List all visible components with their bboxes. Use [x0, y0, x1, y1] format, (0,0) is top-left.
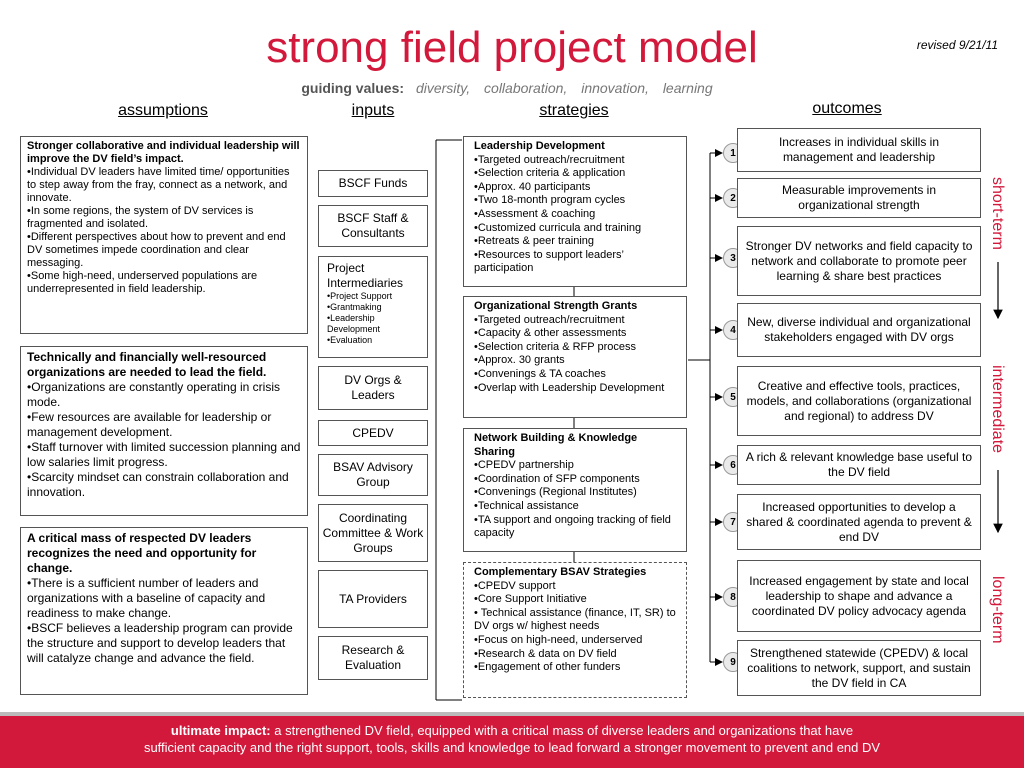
strategy-bullet: •CPEDV partnership	[474, 459, 574, 472]
outcome-box-8: Increased engagement by state and local leadership to shape and advance a coordinated DV policy advocacy agenda	[737, 560, 981, 632]
assumption-heading: A critical mass of respected DV leaders recognizes the need and opportunity for change.	[27, 531, 257, 575]
input-ta-providers: TA Providers	[318, 570, 428, 628]
assumption-bullet: •Organizations are constantly operating in crisis mode.	[27, 380, 280, 409]
outcome-box-9: Strengthened statewide (CPEDV) & local coalitions to network, support, and sustain the DV field in CA	[737, 640, 981, 696]
column-heading-outcomes: outcomes	[812, 100, 882, 117]
intermediaries-item: •Project Support	[327, 291, 393, 301]
strategy-bullet: •Targeted outreach/recruitment	[474, 153, 625, 166]
strategy-bullet: •Core Support Initiative	[474, 593, 587, 606]
strategy-bullet: •Selection criteria & RFP process	[474, 340, 636, 353]
outcome-box-4: New, diverse individual and organizational stakeholders engaged with DV orgs	[737, 303, 981, 357]
assumption-bullet: •Individual DV leaders have limited time/ opportunities to step away from the fray, connect as a network, and innovate.	[27, 166, 290, 204]
input-research-evaluation: Research & Evaluation	[318, 636, 428, 680]
strategy-bullet: •Research & data on DV field	[474, 647, 617, 660]
outcome-box-1: Increases in individual skills in management and leadership	[737, 128, 981, 172]
strategy-org-strength-grants	[463, 296, 687, 418]
assumption-bullet: •There is a sufficient number of leaders and organizations with a baseline of capacity and readiness to make change.	[27, 576, 266, 620]
assumption-bullet: •Some high-need, underserved populations are underrepresented in field leadership.	[27, 270, 258, 295]
column-heading-inputs: inputs	[351, 102, 395, 119]
outcome-number-2: 2	[723, 188, 743, 208]
assumption-bullet: •Few resources are available for leadership or management development.	[27, 410, 272, 439]
assumption-bullet: •Scarcity mindset can constrain collaboration and innovation.	[27, 470, 289, 499]
strategy-bullet: •Engagement of other funders	[474, 661, 621, 674]
input-bscf-staff: BSCF Staff & Consultants	[318, 205, 428, 247]
strategy-heading: Complementary BSAV Strategies	[474, 566, 647, 578]
strategy-bullet: •Convenings & TA coaches	[474, 367, 606, 380]
ultimate-impact-line-1: a strengthened DV field, equipped with a critical mass of diverse leaders and organizations that have	[274, 723, 854, 738]
timeline-long-term: long-term	[989, 576, 1006, 644]
input-bsav-advisory: BSAV Advisory Group	[318, 454, 428, 496]
outcome-number-4: 4	[723, 320, 743, 340]
intermediaries-item: •Grantmaking	[327, 302, 382, 312]
ultimate-impact-line-2: sufficient capacity and the right support, tools, skills and knowledge to lead forward a stronger movement to prevent and end DV	[143, 740, 881, 755]
intermediaries-item: •Leadership Development	[327, 313, 381, 334]
assumption-heading: Technically and financially well-resourced organizations are needed to lead the field.	[27, 350, 267, 379]
assumption-bullet: •In some regions, the system of DV services is fragmented and isolated.	[27, 205, 254, 230]
outcome-number-3: 3	[723, 248, 743, 268]
assumption-heading: Stronger collaborative and individual leadership will improve the DV field’s impact.	[27, 140, 300, 165]
revision-date: revised 9/21/11	[916, 38, 998, 52]
strategy-bullet: •Coordination of SFP components	[474, 472, 640, 485]
strategy-bullet: •Overlap with Leadership Development	[474, 381, 665, 394]
assumption-box-2	[20, 346, 308, 516]
value-item: innovation,	[581, 80, 649, 96]
outcome-box-2: Measurable improvements in organizational strength	[737, 178, 981, 218]
assumption-box-1	[20, 136, 308, 334]
input-cpedv: CPEDV	[318, 420, 428, 446]
outcome-number-5: 5	[723, 387, 743, 407]
ultimate-impact-banner	[0, 712, 1024, 768]
strategy-bullet: •Capacity & other assessments	[474, 327, 627, 340]
strategy-heading: Network Building & Knowledge Sharing	[474, 432, 638, 458]
strategy-heading: Leadership Development	[474, 140, 605, 152]
strategy-bullet: •Approx. 30 grants	[474, 354, 565, 367]
strategy-bullet: •Customized curricula and training	[474, 221, 642, 234]
page-title: strong field project model	[266, 23, 758, 72]
strategy-bullet: •Two 18-month program cycles	[474, 194, 626, 207]
timeline-short-term: short-term	[989, 176, 1006, 250]
strategy-heading: Organizational Strength Grants	[474, 300, 638, 312]
timeline-intermediate: intermediate	[989, 364, 1006, 454]
outcome-number-1: 1	[723, 143, 743, 163]
strategy-bullet: •Targeted outreach/recruitment	[474, 313, 625, 326]
guiding-values-label: guiding values:	[301, 80, 405, 96]
strategy-bullet: •CPEDV support	[474, 579, 556, 592]
value-item: diversity,	[415, 80, 471, 96]
outcome-number-6: 6	[723, 455, 743, 475]
strategy-bullet: •Retreats & peer training	[474, 235, 595, 248]
input-project-intermediaries	[318, 256, 428, 358]
ultimate-impact-label: ultimate impact:	[170, 723, 271, 738]
intermediaries-title: Project Intermediaries	[327, 261, 404, 290]
strategy-bullet: •Approx. 40 participants	[474, 180, 591, 193]
strategy-leadership-development	[463, 136, 687, 287]
strategy-network-building	[463, 428, 687, 552]
assumption-bullet: •BSCF believes a leadership program can provide the structure and support to develop leaders that will catalyze change and advance the field.	[27, 621, 293, 665]
outcome-number-7: 7	[723, 512, 743, 532]
input-dv-orgs: DV Orgs & Leaders	[318, 366, 428, 410]
outcome-box-7: Increased opportunities to develop a shared & coordinated agenda to prevent & end DV	[737, 494, 981, 550]
strategy-bullet: •Selection criteria & application	[474, 167, 626, 180]
outcome-number-9: 9	[723, 652, 743, 672]
assumption-bullet: •Different perspectives about how to prevent and end DV sometimes impede coordination and clear messaging.	[27, 231, 286, 269]
strategy-bullet: •TA support and ongoing tracking of field capacity	[474, 513, 671, 540]
outcome-box-6: A rich & relevant knowledge base useful to the DV field	[737, 445, 981, 485]
outcome-number-8: 8	[723, 587, 743, 607]
strategy-complementary-bsav	[463, 562, 687, 698]
input-coordinating-committee: Coordinating Committee & Work Groups	[318, 504, 428, 562]
strategy-bullet: •Technical assistance	[474, 499, 579, 512]
strategy-bullet: •Assessment & coaching	[474, 207, 596, 220]
assumption-bullet: •Staff turnover with limited succession planning and low salaries limit progress.	[27, 440, 301, 469]
intermediaries-item: •Evaluation	[327, 335, 373, 345]
value-item: collaboration,	[484, 80, 568, 96]
strategy-bullet: • Technical assistance (finance, IT, SR) to DV orgs w/ highest needs	[474, 606, 676, 633]
input-bscf-funds: BSCF Funds	[318, 170, 428, 197]
assumption-box-3	[20, 527, 308, 695]
strategy-bullet: •Focus on high-need, underserved	[474, 633, 643, 646]
column-heading-assumptions: assumptions	[118, 102, 208, 119]
outcome-box-5: Creative and effective tools, practices, models, and collaborations (organizational and regional) to address DV	[737, 366, 981, 436]
outcome-box-3: Stronger DV networks and field capacity to network and collaborate to promote peer learning & share best practices	[737, 226, 981, 296]
column-heading-strategies: strategies	[539, 102, 609, 119]
guiding-values	[0, 80, 1024, 96]
value-item: learning	[662, 80, 713, 96]
strategy-bullet: •Convenings (Regional Institutes)	[474, 486, 637, 499]
strategy-bullet: •Resources to support leaders’ participation	[474, 248, 624, 275]
